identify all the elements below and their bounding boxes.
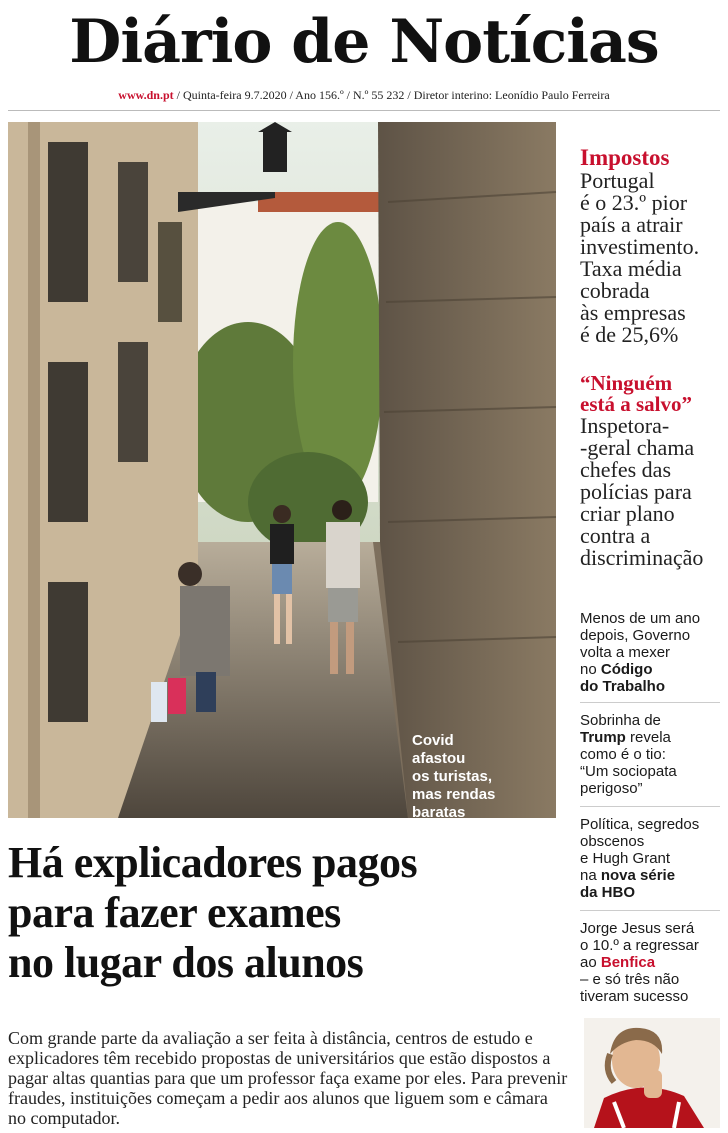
tease-impostos-body	[580, 170, 726, 346]
body-line: cobrada	[580, 278, 650, 303]
tease-discriminacao[interactable]	[580, 373, 726, 569]
tease-keyword: nova série	[600, 867, 676, 884]
newspaper-title: Diário de Notícias	[69, 7, 659, 77]
tease-trump[interactable]	[580, 712, 726, 797]
tease-line: obscenos	[580, 833, 645, 850]
jorge-jesus-portrait	[584, 1018, 720, 1128]
sidebar-divider	[580, 702, 720, 703]
caption-line: a não ocupar	[412, 840, 506, 857]
caption-line: Covid	[412, 732, 454, 749]
body-line: -geral chama	[580, 435, 695, 460]
issue-details: / Quinta-feira 9.7.2020 / Ano 156.º / N.º 55 232 / Diretor interino: Leonídio Paulo Ferreira	[176, 88, 610, 102]
body-line: Taxa média	[580, 256, 682, 281]
tease-line: Sobrinha de	[580, 712, 661, 729]
caption-line: casas em	[412, 858, 480, 875]
caption-line: local	[412, 894, 447, 911]
tease-discriminacao-head	[580, 373, 726, 415]
body-line: às empresas	[580, 300, 686, 325]
tease-line	[580, 954, 726, 971]
tease-line: o 10.º a regressar	[580, 937, 699, 954]
body-line: investimento.	[580, 234, 700, 259]
tease-codigo-trabalho[interactable]	[580, 610, 726, 695]
tease-line: Menos de um ano	[580, 610, 701, 627]
tease-line	[580, 729, 726, 746]
website-link[interactable]: www.dn.pt	[118, 88, 174, 102]
body-line: discriminação	[580, 545, 704, 570]
headline-line: para fazer exames	[8, 888, 341, 937]
body-line: chefes das	[580, 457, 672, 482]
headline-line: no lugar dos alunos	[8, 938, 364, 987]
main-lead-paragraph: Com grande parte da avaliação a ser feita à distância, centros de estudo e explicadores têm recebido propostas de universitários que estão dispostos a pagar altas quantias para que um professor faça exame por eles. Para prevenir fraudes, instituições começam a pedir aos alunos que liguem som e câmara no computador.	[8, 1028, 568, 1128]
issue-info-line	[0, 88, 728, 103]
tease-keyword: Trump	[580, 729, 626, 746]
tease-line: perigoso”	[580, 780, 643, 797]
tease-text: no	[580, 661, 601, 678]
tease-text: na	[580, 867, 601, 884]
tease-impostos-head: Impostos	[580, 145, 670, 170]
sidebar-divider	[580, 910, 720, 911]
body-line: contra a	[580, 523, 651, 548]
body-line: país a atrair	[580, 212, 683, 237]
tease-impostos[interactable]	[580, 146, 726, 346]
tease-keyword: da HBO	[580, 884, 636, 901]
tease-line: como é o tio:	[580, 746, 666, 763]
caption-line: os turistas,	[412, 768, 493, 785]
body-line: é de 25,6%	[580, 322, 679, 347]
alley-photo-illustration	[8, 122, 556, 818]
body-line: criar plano	[580, 501, 675, 526]
body-line: Portugal	[580, 168, 655, 193]
tease-line: tiveram sucesso	[580, 988, 689, 1005]
head-line: está a salvo”	[580, 392, 692, 416]
tease-keyword: Código	[600, 661, 653, 678]
main-headline[interactable]	[8, 838, 568, 988]
caption-line: continuam	[412, 822, 488, 839]
tease-text: revela	[625, 729, 671, 746]
tease-text: ao	[580, 954, 601, 971]
caption-line: baratas	[412, 804, 466, 821]
tease-line	[580, 661, 726, 678]
head-line: “Ninguém	[580, 371, 673, 395]
body-line: polícias para	[580, 479, 692, 504]
tease-benfica[interactable]	[580, 920, 726, 1005]
headline-line: Há explicadores pagos	[8, 838, 418, 887]
body-line: é o 23.º pior	[580, 190, 688, 215]
tease-line: – e só três não	[580, 971, 680, 988]
tease-line: Jorge Jesus será	[580, 920, 695, 937]
caption-line: afastou	[412, 750, 466, 767]
sidebar-divider	[580, 806, 720, 807]
tease-discriminacao-body	[580, 415, 726, 569]
masthead	[0, 0, 728, 86]
tease-hbo[interactable]	[580, 816, 726, 901]
tease-line	[580, 867, 726, 884]
tease-line: depois, Governo	[580, 627, 691, 644]
portrait-illustration	[584, 1018, 720, 1128]
caption-line: mas rendas	[412, 786, 496, 803]
body-line: Inspetora-	[580, 413, 670, 438]
tease-line: e Hugh Grant	[580, 850, 671, 867]
tease-line: volta a mexer	[580, 644, 671, 661]
tease-keyword: do Trabalho	[580, 678, 666, 695]
tease-keyword: Benfica	[600, 954, 656, 971]
tease-line: Política, segredos	[580, 816, 700, 833]
masthead-divider	[8, 110, 720, 111]
caption-line: alojamento	[412, 876, 492, 893]
tease-line: “Um sociopata	[580, 763, 677, 780]
